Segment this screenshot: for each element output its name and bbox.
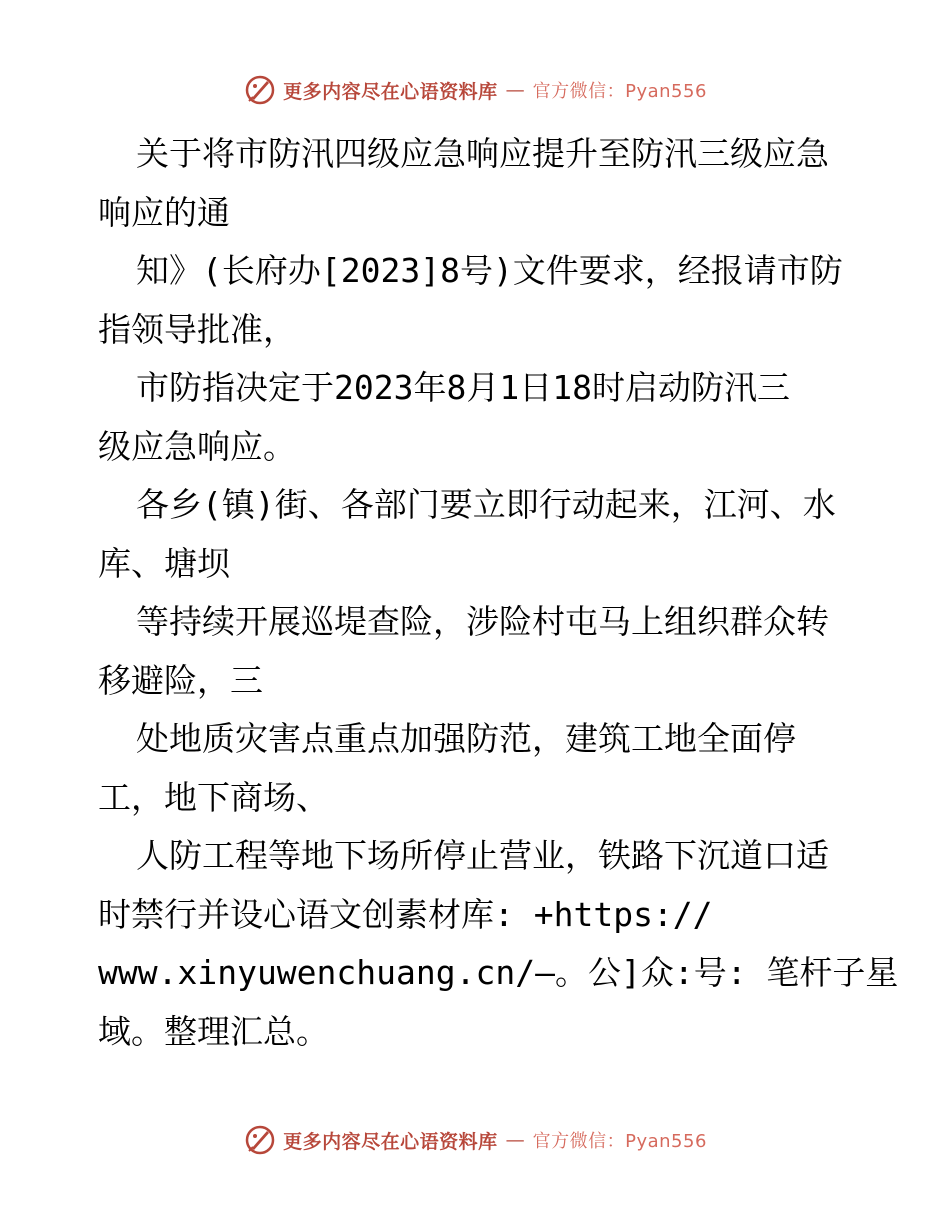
banner-separator: — bbox=[505, 1129, 525, 1151]
document-line: 响应的通 bbox=[98, 192, 230, 232]
quill-pen-logo-icon bbox=[243, 73, 277, 107]
document-line: 指领导批准， bbox=[98, 309, 296, 349]
document-line: 库、塘坝 bbox=[98, 543, 230, 583]
footer-banner bbox=[243, 1123, 707, 1157]
banner-wechat-text: 官方微信：Pyan556 bbox=[532, 81, 707, 102]
document-line: 级应急响应。 bbox=[98, 426, 296, 466]
document-line: 人防工程等地下场所停止营业，铁路下沉道口适 bbox=[136, 836, 829, 875]
document-line: 域。整理汇总。 bbox=[98, 1011, 329, 1051]
page-footer bbox=[0, 1120, 950, 1160]
banner-wechat-text: 官方微信：Pyan556 bbox=[532, 1131, 707, 1152]
document-line: 市防指决定于2023年8月1日18时启动防汛三 bbox=[136, 368, 790, 407]
document-line: 时禁行并设心语文创素材库: +https:// bbox=[98, 894, 713, 934]
document-line: 知》(长府办[2023]8号)文件要求，经报请市防 bbox=[136, 251, 843, 290]
document-line: www.xinyuwenchuang.cn/—。公]众:号: 笔杆子星 bbox=[98, 953, 899, 992]
banner-main-text: 更多内容尽在心语资料库 bbox=[283, 1130, 498, 1153]
document-line: 移避险，三 bbox=[98, 660, 263, 700]
document-line: 关于将市防汛四级应急响应提升至防汛三级应急 bbox=[136, 134, 829, 173]
document-line: 处地质灾害点重点加强防范，建筑工地全面停 bbox=[136, 719, 796, 758]
banner-main-text: 更多内容尽在心语资料库 bbox=[283, 80, 498, 103]
document-line: 各乡(镇)街、各部门要立即行动起来，江河、水 bbox=[136, 485, 836, 524]
document-line: 工，地下商场、 bbox=[98, 777, 329, 817]
document-body bbox=[98, 125, 899, 1061]
header-banner bbox=[243, 73, 707, 107]
page-header bbox=[0, 70, 950, 110]
quill-pen-logo-icon bbox=[243, 1123, 277, 1157]
document-line: 等持续开展巡堤查险，涉险村屯马上组织群众转 bbox=[136, 602, 829, 641]
banner-separator: — bbox=[505, 79, 525, 101]
